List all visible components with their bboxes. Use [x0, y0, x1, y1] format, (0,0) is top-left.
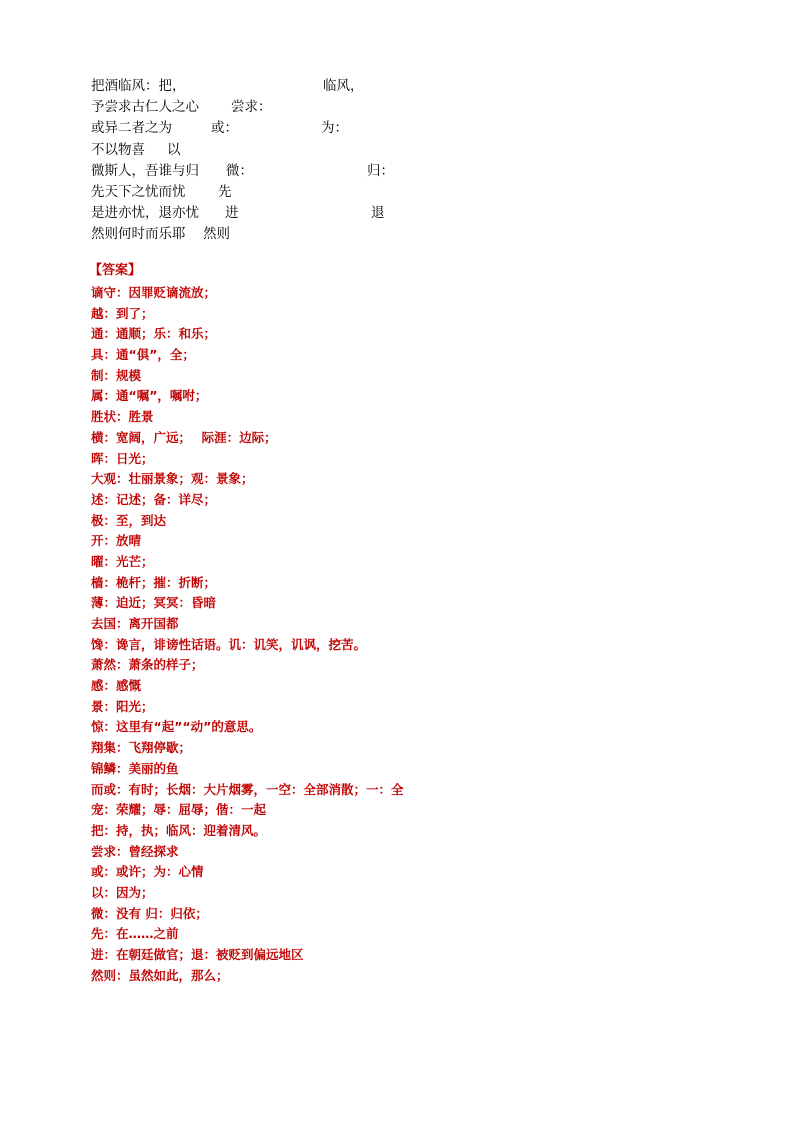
answer-item: 开：放晴 — [91, 533, 142, 549]
answer-item: 馋：谗言，诽谤性话语。讥：讥笑，讥讽，挖苦。 — [91, 636, 367, 652]
question-term: 以 — [167, 141, 181, 158]
answer-item: 谪守：因罪贬谪流放； — [91, 285, 217, 300]
answer-item: 薄：迫近；冥冥：昏暗 — [91, 595, 217, 611]
question-term: 临风， — [323, 78, 364, 94]
question-term: 进 — [225, 205, 239, 222]
question-phrase: 把酒临风：把， — [91, 78, 186, 94]
answer-item: 曜：光芒； — [91, 553, 154, 569]
answer-item: 景：阳光； — [91, 698, 154, 714]
question-term: 微： — [226, 162, 253, 179]
question-phrase: 微斯人，吾谁与归 — [91, 162, 199, 179]
answer-item: 翔集：飞翔停歇； — [91, 740, 192, 756]
answer-item: 晖：日光； — [91, 450, 154, 466]
answer-item: 大观：壮丽景象；观：景象； — [91, 471, 254, 487]
answer-item: 属：通“嘱”，嘱咐； — [91, 388, 208, 404]
question-term: 为： — [321, 120, 348, 137]
question-term: 然则 — [203, 226, 230, 243]
answer-item: 通：通顺；乐：和乐； — [91, 326, 217, 342]
answer-item: 把：持，执；临风：迎着清风。 — [91, 822, 267, 838]
answer-header: 【答案】 — [89, 263, 142, 278]
answer-item: 或：或许；为：心情 — [91, 864, 204, 880]
answer-item: 惊：这里有“起”“动”的意思。 — [91, 719, 262, 735]
answer-item: 横：宽阔，广远； 际涯：边际； — [91, 429, 277, 445]
question-term: 或： — [211, 120, 238, 137]
answer-item: 以：因为； — [91, 884, 154, 900]
question-phrase: 然则何时而乐耶 — [91, 226, 186, 243]
answer-item: 进：在朝廷做官；退：被贬到偏远地区 — [91, 947, 304, 962]
question-phrase: 或异二者之为 — [91, 120, 172, 137]
answer-item: 尝求：曾经探求 — [91, 843, 179, 859]
question-phrase: 不以物喜 — [91, 141, 145, 158]
answer-list — [91, 283, 404, 986]
question-phrase: 是进亦忧，退亦忧 — [91, 205, 199, 222]
answer-item: 樯：桅杆；摧：折断； — [91, 574, 217, 590]
answer-item: 锦鳞：美丽的鱼 — [91, 760, 179, 776]
answer-item: 先：在……之前 — [91, 926, 179, 942]
question-phrase: 先天下之忧而忧 — [91, 184, 186, 200]
question-term: 先 — [218, 184, 232, 200]
answer-item: 而或：有时；长烟：大片烟雾，一空：全部消散；一：全 — [91, 781, 404, 797]
answer-item: 胜状：胜景 — [91, 409, 154, 425]
question-term: 退 — [371, 205, 385, 222]
answer-item: 宠：荣耀；辱：屈辱；偕：一起 — [91, 802, 267, 818]
question-term: 尝求： — [231, 99, 272, 116]
question-phrase: 予尝求古仁人之心 — [91, 99, 199, 116]
answer-item: 述：记述；备：详尽； — [91, 491, 217, 507]
answer-item: 极：至，到达 — [91, 512, 167, 528]
answer-item: 去国：离开国都 — [91, 616, 179, 631]
answer-item: 感：感慨 — [91, 678, 142, 694]
answer-item: 越：到了； — [91, 305, 154, 321]
answer-item: 具：通“俱”，全； — [91, 347, 195, 363]
answer-item: 微：没有 归：归依； — [91, 905, 208, 921]
question-term: 归： — [367, 162, 394, 179]
answer-item: 然则：虽然如此，那么； — [91, 967, 229, 983]
answer-item: 制：规模 — [91, 367, 142, 383]
answer-item: 萧然：萧条的样子； — [91, 657, 204, 673]
